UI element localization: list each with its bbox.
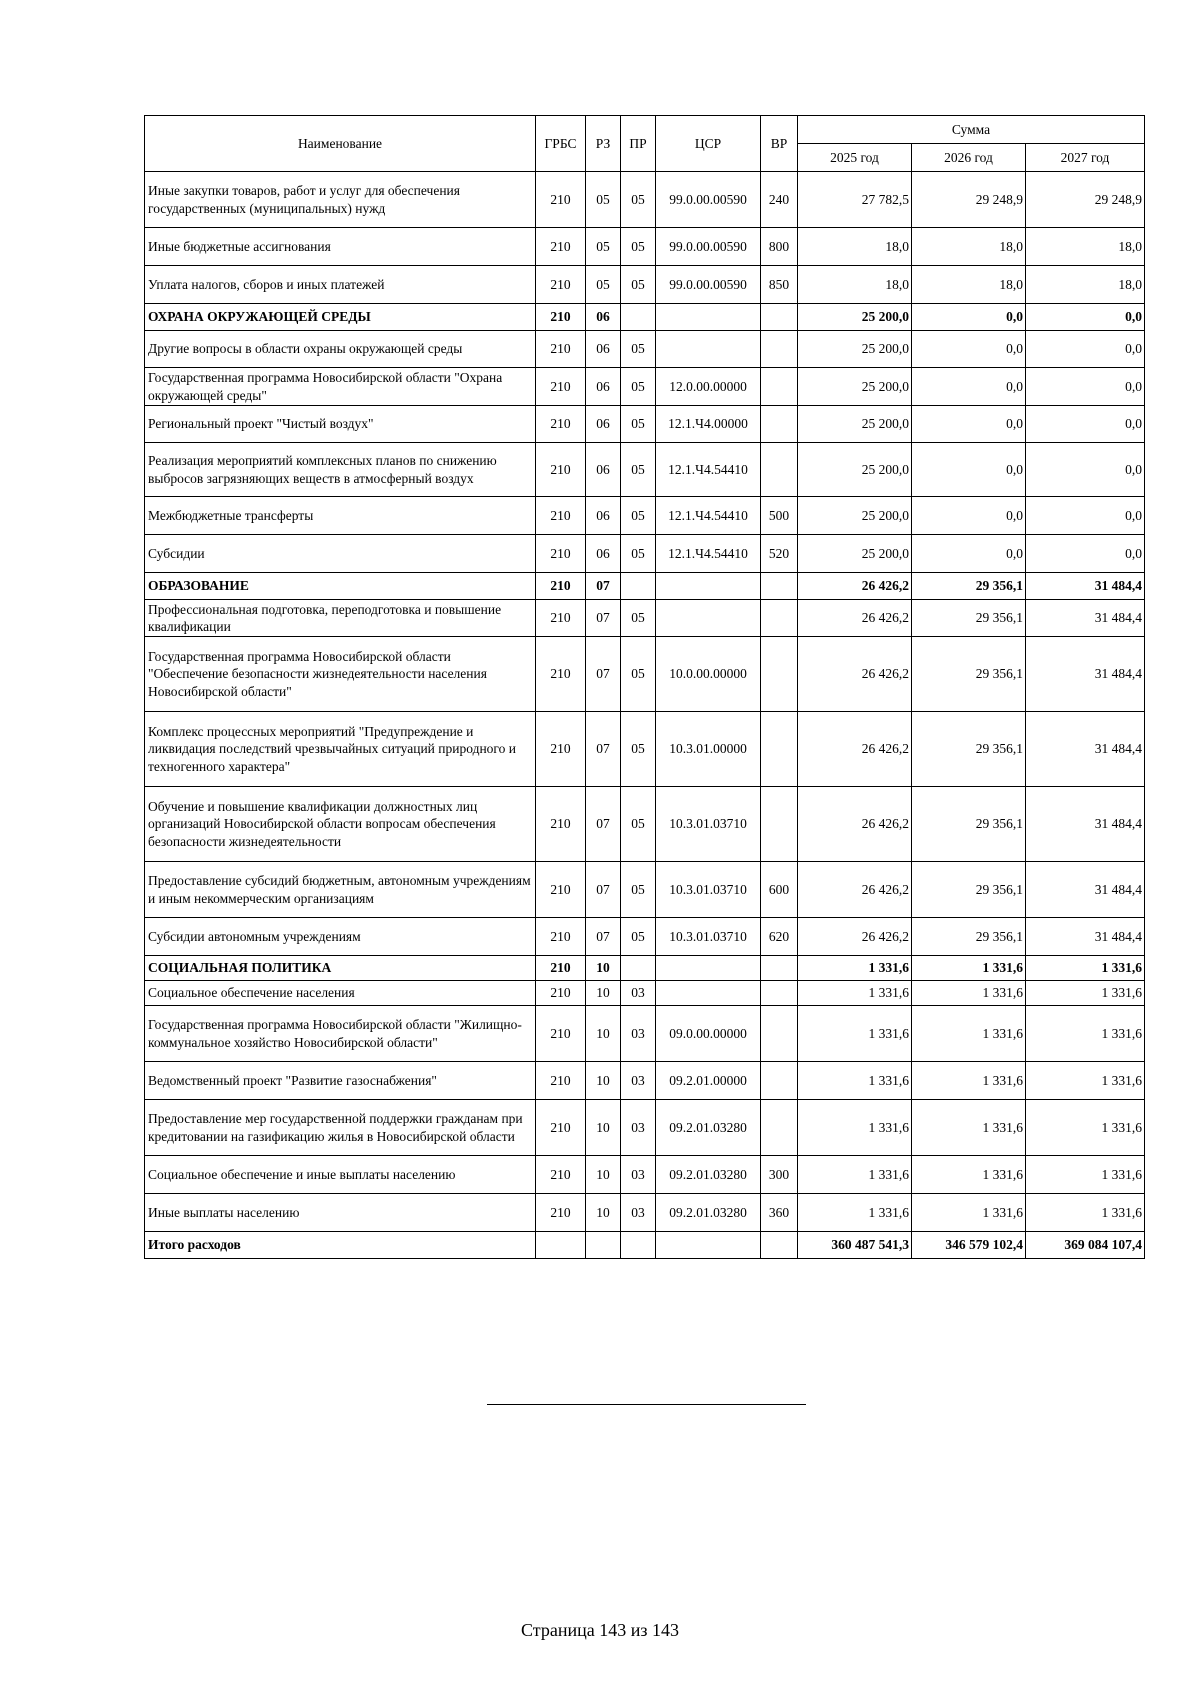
table-row — [145, 228, 1145, 266]
row-grbs-cell: 210 — [536, 712, 586, 787]
row-2025-amount: 18,0 — [798, 266, 912, 304]
row-pr-cell: 03 — [621, 981, 656, 1006]
row-2026-amount: 0,0 — [912, 497, 1026, 535]
row-2025-amount: 25 200,0 — [798, 497, 912, 535]
row-vr-cell — [761, 1100, 798, 1156]
header-name: Наименование — [145, 116, 536, 172]
row-pr-cell: 05 — [621, 787, 656, 862]
row-2027-amount: 18,0 — [1026, 266, 1145, 304]
row-2026-amount: 29 356,1 — [912, 787, 1026, 862]
row-vr-cell — [761, 600, 798, 637]
table-row — [145, 787, 1145, 862]
row-grbs-cell: 210 — [536, 573, 586, 600]
row-vr-cell: 520 — [761, 535, 798, 573]
row-grbs-cell: 210 — [536, 1006, 586, 1062]
row-pr-cell: 03 — [621, 1194, 656, 1232]
row-2026-amount: 0,0 — [912, 331, 1026, 368]
row-rz-cell: 10 — [586, 956, 621, 981]
row-vr-cell: 360 — [761, 1194, 798, 1232]
row-pr-cell: 05 — [621, 535, 656, 573]
row-grbs-cell: 210 — [536, 637, 586, 712]
row-2027-amount: 31 484,4 — [1026, 787, 1145, 862]
row-2026-amount: 1 331,6 — [912, 981, 1026, 1006]
row-grbs-cell: 210 — [536, 1062, 586, 1100]
row-csr-cell: 12.1.Ч4.54410 — [656, 497, 761, 535]
table-row — [145, 443, 1145, 497]
row-csr-cell: 10.3.01.03710 — [656, 918, 761, 956]
table-row — [145, 172, 1145, 228]
row-grbs-cell: 210 — [536, 1100, 586, 1156]
row-vr-cell — [761, 1232, 798, 1259]
row-vr-cell: 300 — [761, 1156, 798, 1194]
row-vr-cell — [761, 368, 798, 406]
table-row — [145, 497, 1145, 535]
row-vr-cell — [761, 443, 798, 497]
row-2025-amount: 25 200,0 — [798, 368, 912, 406]
header-year-2025: 2025 год — [798, 144, 912, 172]
row-2027-amount: 1 331,6 — [1026, 1194, 1145, 1232]
row-vr-cell — [761, 956, 798, 981]
row-pr-cell: 05 — [621, 368, 656, 406]
row-2026-amount: 29 248,9 — [912, 172, 1026, 228]
row-csr-cell: 09.2.01.00000 — [656, 1062, 761, 1100]
row-2026-amount: 29 356,1 — [912, 712, 1026, 787]
footer-divider — [487, 1404, 806, 1405]
row-pr-cell: 05 — [621, 918, 656, 956]
row-2026-amount: 18,0 — [912, 228, 1026, 266]
row-rz-cell: 10 — [586, 1194, 621, 1232]
row-name-cell: Профессиональная подготовка, переподготовка и повышение квалификации — [145, 600, 536, 637]
row-name-cell: Предоставление субсидий бюджетным, автономным учреждениям и иным некоммерческим организациям — [145, 862, 536, 918]
row-grbs-cell: 210 — [536, 1194, 586, 1232]
header-year-2026: 2026 год — [912, 144, 1026, 172]
row-rz-cell: 05 — [586, 172, 621, 228]
row-vr-cell: 620 — [761, 918, 798, 956]
budget-table-body — [145, 172, 1145, 1259]
row-csr-cell — [656, 956, 761, 981]
row-grbs-cell: 210 — [536, 981, 586, 1006]
row-vr-cell — [761, 1062, 798, 1100]
row-name-cell: Иные закупки товаров, работ и услуг для обеспечения государственных (муниципальных) нужд — [145, 172, 536, 228]
row-2026-amount: 1 331,6 — [912, 1100, 1026, 1156]
row-2025-amount: 26 426,2 — [798, 600, 912, 637]
budget-table — [144, 115, 1145, 1259]
row-csr-cell: 09.2.01.03280 — [656, 1100, 761, 1156]
row-vr-cell: 600 — [761, 862, 798, 918]
row-2027-amount: 0,0 — [1026, 368, 1145, 406]
row-2027-amount: 31 484,4 — [1026, 862, 1145, 918]
row-vr-cell: 500 — [761, 497, 798, 535]
row-name-cell: Социальное обеспечение и иные выплаты населению — [145, 1156, 536, 1194]
row-name-cell: Региональный проект "Чистый воздух" — [145, 406, 536, 443]
row-grbs-cell: 210 — [536, 266, 586, 304]
row-2026-amount: 1 331,6 — [912, 1006, 1026, 1062]
row-grbs-cell: 210 — [536, 443, 586, 497]
table-row — [145, 862, 1145, 918]
table-row — [145, 637, 1145, 712]
row-csr-cell: 10.3.01.03710 — [656, 787, 761, 862]
row-name-cell: Обучение и повышение квалификации должностных лиц организаций Новосибирской области вопросам обеспечения безопасности жизнедеятельности — [145, 787, 536, 862]
row-grbs-cell: 210 — [536, 535, 586, 573]
row-rz-cell: 06 — [586, 535, 621, 573]
row-name-cell: Предоставление мер государственной поддержки гражданам при кредитовании на газификацию жилья в Новосибирской области — [145, 1100, 536, 1156]
table-row — [145, 535, 1145, 573]
row-2027-amount: 0,0 — [1026, 304, 1145, 331]
row-csr-cell: 99.0.00.00590 — [656, 228, 761, 266]
row-pr-cell: 03 — [621, 1062, 656, 1100]
row-2025-amount: 26 426,2 — [798, 918, 912, 956]
row-grbs-cell: 210 — [536, 228, 586, 266]
row-2026-amount: 29 356,1 — [912, 637, 1026, 712]
section-row — [145, 304, 1145, 331]
row-pr-cell: 05 — [621, 497, 656, 535]
row-2027-amount: 0,0 — [1026, 406, 1145, 443]
row-name-cell: Реализация мероприятий комплексных планов по снижению выбросов загрязняющих веществ в атмосферный воздух — [145, 443, 536, 497]
row-rz-cell: 06 — [586, 304, 621, 331]
row-csr-cell: 10.3.01.00000 — [656, 712, 761, 787]
row-pr-cell — [621, 1232, 656, 1259]
row-rz-cell: 05 — [586, 266, 621, 304]
header-grbs: ГРБС — [536, 116, 586, 172]
row-2025-amount: 360 487 541,3 — [798, 1232, 912, 1259]
row-name-cell: Ведомственный проект "Развитие газоснабжения" — [145, 1062, 536, 1100]
row-name-cell: ОБРАЗОВАНИЕ — [145, 573, 536, 600]
table-row — [145, 918, 1145, 956]
row-grbs-cell: 210 — [536, 600, 586, 637]
row-vr-cell — [761, 1006, 798, 1062]
row-name-cell: Иные выплаты населению — [145, 1194, 536, 1232]
header-rz: РЗ — [586, 116, 621, 172]
row-rz-cell: 10 — [586, 981, 621, 1006]
row-vr-cell: 800 — [761, 228, 798, 266]
row-pr-cell: 05 — [621, 712, 656, 787]
row-pr-cell: 05 — [621, 172, 656, 228]
row-rz-cell: 05 — [586, 228, 621, 266]
row-pr-cell: 05 — [621, 406, 656, 443]
row-2026-amount: 1 331,6 — [912, 1062, 1026, 1100]
row-vr-cell — [761, 304, 798, 331]
row-name-cell: Комплекс процессных мероприятий "Предупреждение и ликвидация последствий чрезвычайных ситуаций природного и техногенного характера" — [145, 712, 536, 787]
row-grbs-cell: 210 — [536, 918, 586, 956]
row-grbs-cell — [536, 1232, 586, 1259]
table-row — [145, 1006, 1145, 1062]
table-row — [145, 1062, 1145, 1100]
section-row — [145, 1232, 1145, 1259]
row-2025-amount: 1 331,6 — [798, 1194, 912, 1232]
row-2027-amount: 1 331,6 — [1026, 1062, 1145, 1100]
table-row — [145, 1100, 1145, 1156]
row-pr-cell: 05 — [621, 862, 656, 918]
row-2026-amount: 0,0 — [912, 368, 1026, 406]
row-grbs-cell: 210 — [536, 368, 586, 406]
row-rz-cell: 10 — [586, 1062, 621, 1100]
row-2025-amount: 25 200,0 — [798, 443, 912, 497]
row-2027-amount: 31 484,4 — [1026, 918, 1145, 956]
row-2026-amount: 0,0 — [912, 406, 1026, 443]
table-row — [145, 266, 1145, 304]
row-csr-cell — [656, 331, 761, 368]
row-csr-cell: 99.0.00.00590 — [656, 172, 761, 228]
header-pr: ПР — [621, 116, 656, 172]
row-2025-amount: 1 331,6 — [798, 956, 912, 981]
row-name-cell: Социальное обеспечение населения — [145, 981, 536, 1006]
row-pr-cell: 05 — [621, 600, 656, 637]
row-2025-amount: 1 331,6 — [798, 1100, 912, 1156]
row-2026-amount: 29 356,1 — [912, 573, 1026, 600]
row-name-cell: Межбюджетные трансферты — [145, 497, 536, 535]
row-2027-amount: 31 484,4 — [1026, 637, 1145, 712]
row-2026-amount: 346 579 102,4 — [912, 1232, 1026, 1259]
row-2025-amount: 26 426,2 — [798, 862, 912, 918]
table-row — [145, 1194, 1145, 1232]
row-rz-cell: 07 — [586, 862, 621, 918]
row-rz-cell: 06 — [586, 497, 621, 535]
table-row — [145, 1156, 1145, 1194]
row-2027-amount: 1 331,6 — [1026, 956, 1145, 981]
row-name-cell: Государственная программа Новосибирской области "Обеспечение безопасности жизнедеятельности населения Новосибирской области" — [145, 637, 536, 712]
row-2026-amount: 29 356,1 — [912, 918, 1026, 956]
row-name-cell: Другие вопросы в области охраны окружающей среды — [145, 331, 536, 368]
row-name-cell: Итого расходов — [145, 1232, 536, 1259]
table-row — [145, 600, 1145, 637]
row-vr-cell — [761, 712, 798, 787]
row-grbs-cell: 210 — [536, 406, 586, 443]
row-2027-amount: 31 484,4 — [1026, 712, 1145, 787]
row-pr-cell — [621, 304, 656, 331]
table-row — [145, 981, 1145, 1006]
row-2025-amount: 26 426,2 — [798, 573, 912, 600]
row-2027-amount: 1 331,6 — [1026, 1156, 1145, 1194]
row-csr-cell — [656, 304, 761, 331]
row-vr-cell — [761, 637, 798, 712]
row-2025-amount: 26 426,2 — [798, 712, 912, 787]
row-name-cell: Уплата налогов, сборов и иных платежей — [145, 266, 536, 304]
row-grbs-cell: 210 — [536, 787, 586, 862]
row-grbs-cell: 210 — [536, 304, 586, 331]
row-csr-cell — [656, 573, 761, 600]
row-2025-amount: 25 200,0 — [798, 331, 912, 368]
row-name-cell: ОХРАНА ОКРУЖАЮЩЕЙ СРЕДЫ — [145, 304, 536, 331]
row-csr-cell: 99.0.00.00590 — [656, 266, 761, 304]
row-pr-cell — [621, 956, 656, 981]
row-2026-amount: 1 331,6 — [912, 1156, 1026, 1194]
row-rz-cell: 07 — [586, 637, 621, 712]
row-csr-cell — [656, 1232, 761, 1259]
row-2025-amount: 26 426,2 — [798, 787, 912, 862]
row-rz-cell — [586, 1232, 621, 1259]
row-rz-cell: 06 — [586, 368, 621, 406]
row-2027-amount: 0,0 — [1026, 535, 1145, 573]
row-2025-amount: 25 200,0 — [798, 535, 912, 573]
row-grbs-cell: 210 — [536, 331, 586, 368]
row-csr-cell — [656, 600, 761, 637]
row-csr-cell: 12.0.00.00000 — [656, 368, 761, 406]
row-2026-amount: 18,0 — [912, 266, 1026, 304]
row-2027-amount: 369 084 107,4 — [1026, 1232, 1145, 1259]
header-vr: ВР — [761, 116, 798, 172]
row-grbs-cell: 210 — [536, 1156, 586, 1194]
section-row — [145, 573, 1145, 600]
row-2027-amount: 0,0 — [1026, 443, 1145, 497]
row-csr-cell: 09.2.01.03280 — [656, 1194, 761, 1232]
row-csr-cell: 12.1.Ч4.00000 — [656, 406, 761, 443]
row-2027-amount: 0,0 — [1026, 497, 1145, 535]
row-pr-cell: 03 — [621, 1156, 656, 1194]
row-csr-cell: 10.0.00.00000 — [656, 637, 761, 712]
row-csr-cell: 12.1.Ч4.54410 — [656, 535, 761, 573]
row-rz-cell: 10 — [586, 1156, 621, 1194]
row-2027-amount: 0,0 — [1026, 331, 1145, 368]
row-rz-cell: 07 — [586, 573, 621, 600]
row-rz-cell: 06 — [586, 443, 621, 497]
row-grbs-cell: 210 — [536, 956, 586, 981]
row-2025-amount: 18,0 — [798, 228, 912, 266]
section-row — [145, 956, 1145, 981]
row-2026-amount: 0,0 — [912, 443, 1026, 497]
row-rz-cell: 07 — [586, 712, 621, 787]
table-row — [145, 368, 1145, 406]
row-2025-amount: 25 200,0 — [798, 304, 912, 331]
page-number: Страница 143 из 143 — [521, 1620, 679, 1640]
row-2026-amount: 0,0 — [912, 304, 1026, 331]
row-vr-cell: 850 — [761, 266, 798, 304]
row-rz-cell: 07 — [586, 787, 621, 862]
row-grbs-cell: 210 — [536, 497, 586, 535]
row-2025-amount: 1 331,6 — [798, 1156, 912, 1194]
row-pr-cell: 05 — [621, 228, 656, 266]
row-2026-amount: 29 356,1 — [912, 862, 1026, 918]
row-rz-cell: 07 — [586, 600, 621, 637]
row-name-cell: Государственная программа Новосибирской области "Охрана окружающей среды" — [145, 368, 536, 406]
row-2026-amount: 1 331,6 — [912, 1194, 1026, 1232]
header-csr: ЦСР — [656, 116, 761, 172]
row-vr-cell — [761, 981, 798, 1006]
row-csr-cell: 10.3.01.03710 — [656, 862, 761, 918]
table-row — [145, 712, 1145, 787]
row-2025-amount: 1 331,6 — [798, 1006, 912, 1062]
row-rz-cell: 10 — [586, 1100, 621, 1156]
row-rz-cell: 06 — [586, 331, 621, 368]
row-2026-amount: 29 356,1 — [912, 600, 1026, 637]
row-2025-amount: 1 331,6 — [798, 1062, 912, 1100]
row-name-cell: Государственная программа Новосибирской области "Жилищно-коммунальное хозяйство Новосибирской области" — [145, 1006, 536, 1062]
row-pr-cell — [621, 573, 656, 600]
row-pr-cell: 03 — [621, 1100, 656, 1156]
row-name-cell: Субсидии — [145, 535, 536, 573]
row-pr-cell: 03 — [621, 1006, 656, 1062]
row-pr-cell: 05 — [621, 443, 656, 497]
row-pr-cell: 05 — [621, 637, 656, 712]
row-vr-cell: 240 — [761, 172, 798, 228]
row-vr-cell — [761, 331, 798, 368]
row-vr-cell — [761, 787, 798, 862]
row-2027-amount: 1 331,6 — [1026, 1100, 1145, 1156]
row-name-cell: Иные бюджетные ассигнования — [145, 228, 536, 266]
row-grbs-cell: 210 — [536, 172, 586, 228]
table-row — [145, 331, 1145, 368]
row-csr-cell: 09.0.00.00000 — [656, 1006, 761, 1062]
row-2026-amount: 0,0 — [912, 535, 1026, 573]
row-grbs-cell: 210 — [536, 862, 586, 918]
row-2027-amount: 1 331,6 — [1026, 1006, 1145, 1062]
row-pr-cell: 05 — [621, 331, 656, 368]
header-year-2027: 2027 год — [1026, 144, 1145, 172]
row-rz-cell: 07 — [586, 918, 621, 956]
row-vr-cell — [761, 406, 798, 443]
row-pr-cell: 05 — [621, 266, 656, 304]
row-2027-amount: 31 484,4 — [1026, 573, 1145, 600]
row-2025-amount: 26 426,2 — [798, 637, 912, 712]
row-2027-amount: 31 484,4 — [1026, 600, 1145, 637]
row-2025-amount: 25 200,0 — [798, 406, 912, 443]
row-csr-cell: 12.1.Ч4.54410 — [656, 443, 761, 497]
row-2027-amount: 29 248,9 — [1026, 172, 1145, 228]
row-name-cell: СОЦИАЛЬНАЯ ПОЛИТИКА — [145, 956, 536, 981]
row-rz-cell: 06 — [586, 406, 621, 443]
row-csr-cell — [656, 981, 761, 1006]
row-name-cell: Субсидии автономным учреждениям — [145, 918, 536, 956]
row-2027-amount: 1 331,6 — [1026, 981, 1145, 1006]
header-sum: Сумма — [798, 116, 1145, 144]
row-2025-amount: 1 331,6 — [798, 981, 912, 1006]
row-2026-amount: 1 331,6 — [912, 956, 1026, 981]
row-csr-cell: 09.2.01.03280 — [656, 1156, 761, 1194]
table-row — [145, 406, 1145, 443]
row-rz-cell: 10 — [586, 1006, 621, 1062]
row-vr-cell — [761, 573, 798, 600]
row-2027-amount: 18,0 — [1026, 228, 1145, 266]
row-2025-amount: 27 782,5 — [798, 172, 912, 228]
